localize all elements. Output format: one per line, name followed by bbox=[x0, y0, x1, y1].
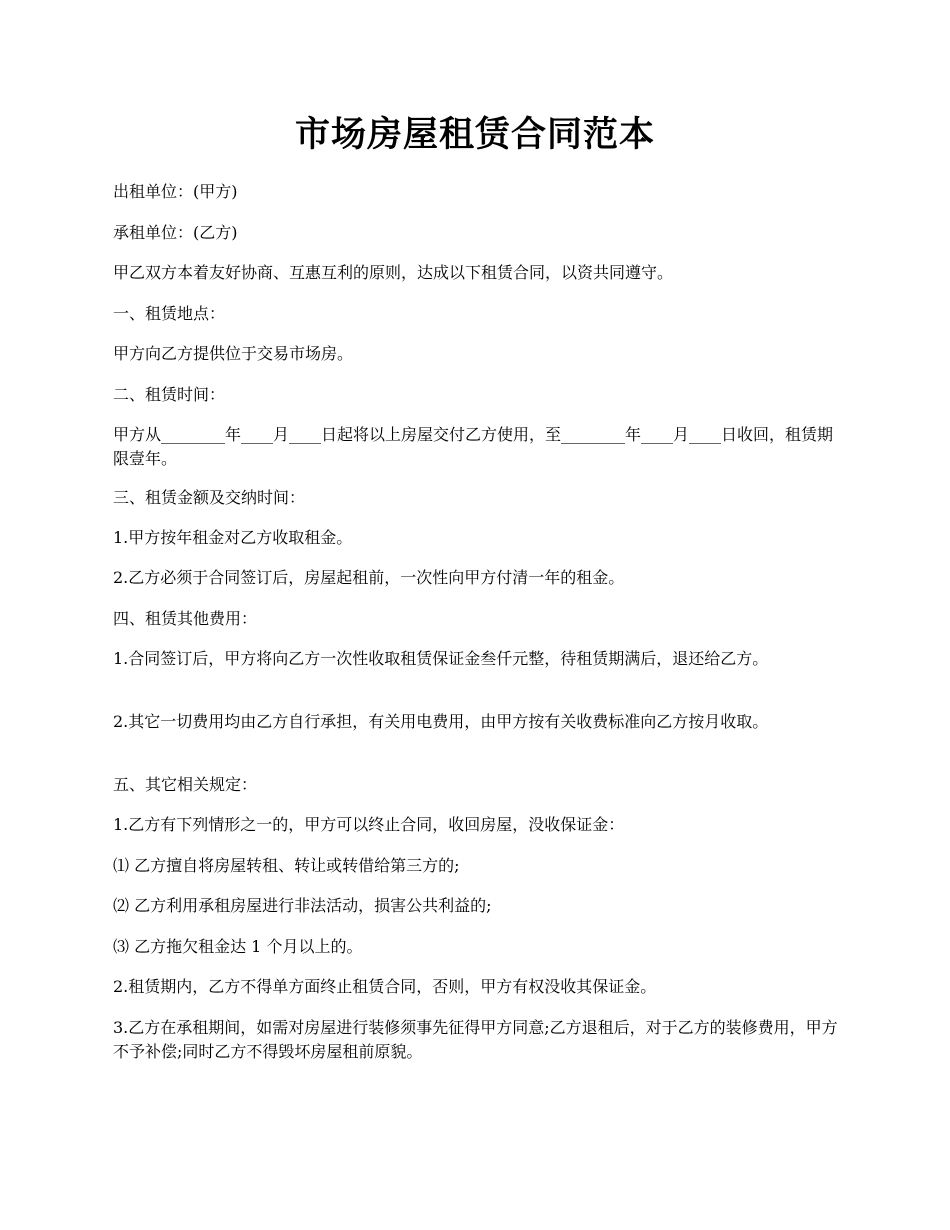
paragraph-fees-1: 1.合同签订后，甲方将向乙方一次性收取租赁保证金叁仟元整，待租赁期满后，退还给乙方。 bbox=[113, 649, 769, 668]
list-item-illegal: ⑵ 乙方利用承租房屋进行非法活动，损害公共利益的; bbox=[113, 896, 492, 915]
paragraph-rules-1: 1.乙方有下列情形之一的，甲方可以终止合同，收回房屋，没收保证金： bbox=[113, 815, 625, 834]
document-title: 市场房屋租赁合同范本 bbox=[294, 114, 655, 155]
section-heading-rules: 五、其它相关规定： bbox=[113, 775, 258, 794]
paragraph-lessee: 承租单位：(乙方) bbox=[113, 223, 238, 242]
paragraph-location: 甲方向乙方提供位于交易市场房。 bbox=[113, 344, 354, 363]
list-item-arrears: ⑶ 乙方拖欠租金达 1 个月以上的。 bbox=[113, 937, 363, 956]
section-heading-term: 二、租赁时间： bbox=[113, 385, 226, 404]
paragraph-rent-2: 2.乙方必须于合同签订后，房屋起租前，一次性向甲方付清一年的租金。 bbox=[113, 568, 625, 587]
paragraph-rent-1: 1.甲方按年租金对乙方收取租金。 bbox=[113, 528, 353, 547]
section-heading-location: 一、租赁地点： bbox=[113, 304, 226, 323]
list-item-sublet: ⑴ 乙方擅自将房屋转租、转让或转借给第三方的; bbox=[113, 856, 460, 875]
paragraph-rules-3: 3.乙方在承租期间，如需对房屋进行装修须事先征得甲方同意;乙方退租后，对于乙方的装修费用，甲方不予补偿;同时乙方不得毁坏房屋租前原貌。 bbox=[113, 1018, 838, 1061]
paragraph-lessor: 出租单位：(甲方) bbox=[113, 182, 238, 201]
paragraph-rules-2: 2.租赁期内，乙方不得单方面终止租赁合同，否则，甲方有权没收其保证金。 bbox=[113, 977, 657, 996]
section-heading-rent: 三、租赁金额及交纳时间： bbox=[113, 488, 306, 507]
section-heading-fees: 四、租赁其他费用： bbox=[113, 609, 258, 628]
paragraph-fees-2: 2.其它一切费用均由乙方自行承担，有关用电费用，由甲方按有关收费标准向乙方按月收取。 bbox=[113, 712, 769, 731]
paragraph-term: 甲方从________年____月____日起将以上房屋交付乙方使用，至________年____月____日收回，租赁期限壹年。 bbox=[113, 425, 834, 468]
paragraph-preamble: 甲乙双方本着友好协商、互惠互利的原则，达成以下租赁合同，以资共同遵守。 bbox=[113, 263, 674, 282]
